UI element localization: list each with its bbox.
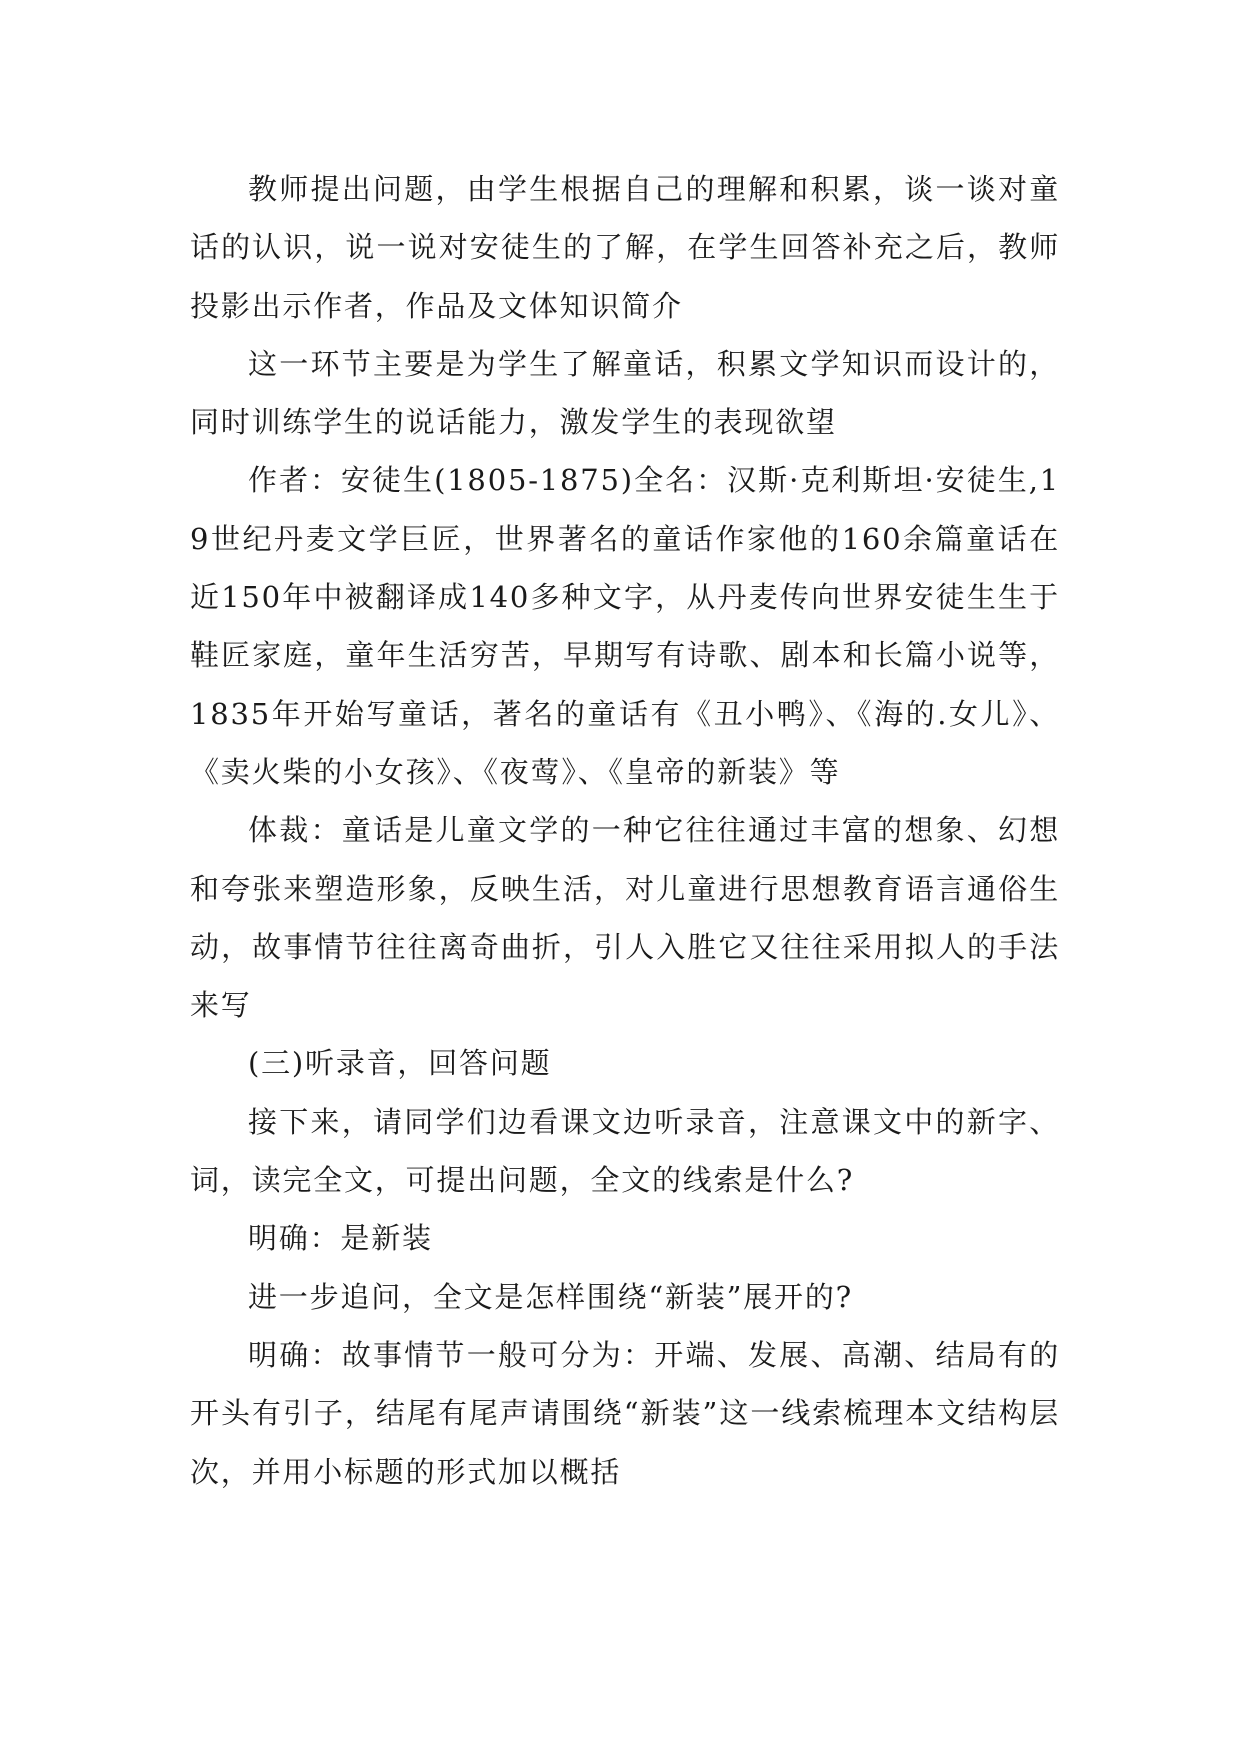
document-body: [190, 160, 1060, 1501]
paragraph-section-purpose: 这一环节主要是为学生了解童话，积累文学知识而设计的，同时训练学生的说话能力，激发学生的表现欲望: [190, 346, 1060, 440]
paragraph-follow-up-question: 进一步追问，全文是怎样围绕“新装”展开的?: [248, 1279, 853, 1314]
paragraph-author-bio: 作者：安徒生(1805-1875)全名：汉斯·克利斯坦·安徒生,19世纪丹麦文学巨匠，世界著名的童话作家他的160余篇童话在近150年中被翻译成140多种文字，从丹麦传向世界安徒生生于鞋匠家庭，童年生活穷苦，早期写有诗歌、剧本和长篇小说等，1835年开始写童话，著名的童话有《丑小鸭》、《海的.女儿》、《卖火柴的小女孩》、《夜莺》、《皇帝的新装》等: [190, 463, 1060, 789]
paragraph-answer-clue: 明确：是新装: [248, 1221, 433, 1256]
paragraph-listen-instructions: 接下来，请同学们边看课文边听录音，注意课文中的新字、词，读完全文，可提出问题，全文的线索是什么?: [190, 1104, 1060, 1198]
paragraph-plot-structure: 明确：故事情节一般可分为：开端、发展、高潮、结局有的开头有引子，结尾有尾声请围绕“新装”这一线索梳理本文结构层次，并用小标题的形式加以概括: [190, 1337, 1060, 1489]
paragraph-genre: 体裁：童话是儿童文学的一种它往往通过丰富的想象、幻想和夸张来塑造形象，反映生活，对儿童进行思想教育语言通俗生动，故事情节往往离奇曲折，引人入胜它又往往采用拟人的手法来写: [190, 813, 1060, 1023]
paragraph-teacher-question: 教师提出问题，由学生根据自己的理解和积累，谈一谈对童话的认识，说一说对安徒生的了解，在学生回答补充之后，教师投影出示作者，作品及文体知识简介: [190, 172, 1060, 323]
section-heading-listen: (三)听录音，回答问题: [248, 1046, 552, 1081]
